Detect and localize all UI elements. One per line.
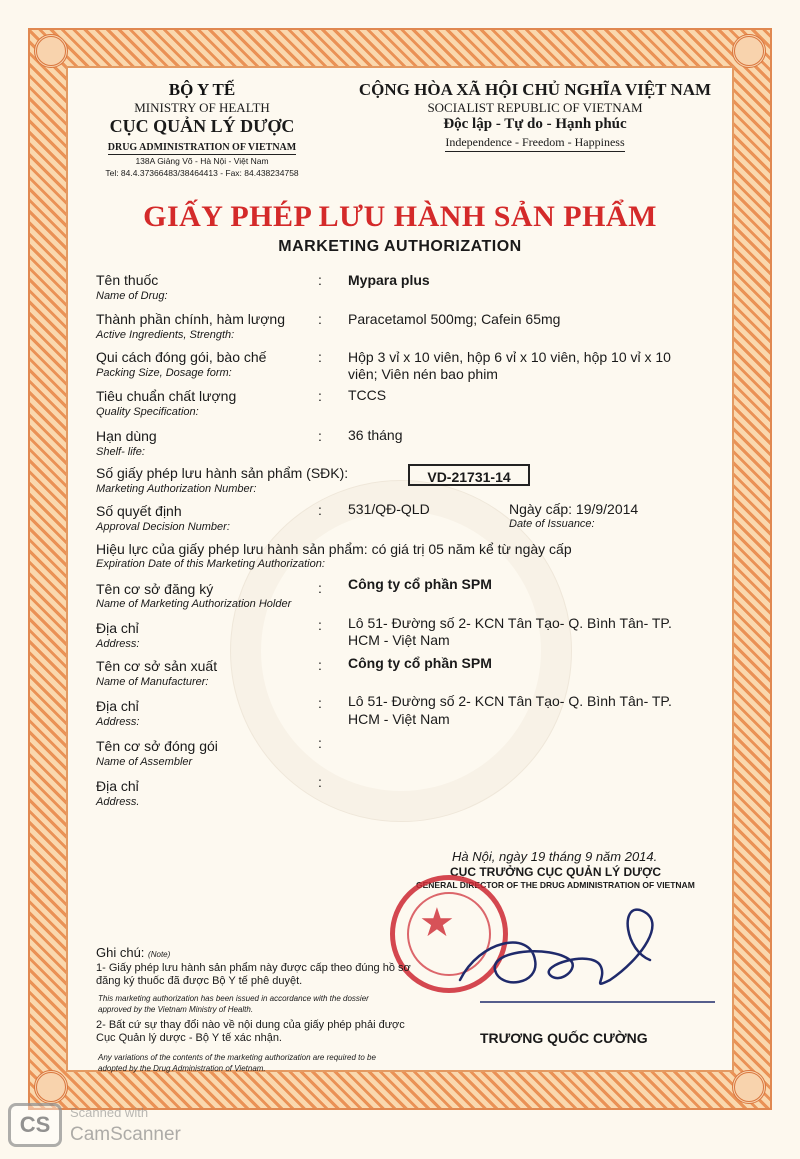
- shelf-life-label: Hạn dùng: [96, 428, 157, 444]
- packing-label: Qui cách đóng gói, bào chế: [96, 349, 267, 365]
- corner-ornament: [732, 34, 766, 68]
- ingredients-label: Thành phần chính, hàm lượng: [96, 311, 286, 327]
- colon: :: [318, 311, 322, 327]
- registration-number-box: VD-21731-14: [408, 464, 530, 486]
- note-2-en-line2: adopted by the Drug Administration of Vietnam.: [98, 1064, 266, 1073]
- note-1-line1: 1- Giấy phép lưu hành sản phẩm này được cấp theo đúng hồ sơ: [96, 962, 411, 974]
- colon: :: [318, 695, 322, 711]
- drug-name-label: Tên thuốc: [96, 272, 159, 288]
- quality-label: Tiêu chuẩn chất lượng: [96, 388, 237, 404]
- colon: :: [318, 774, 322, 790]
- note-2-line1: 2- Bất cứ sự thay đổi nào về nội dung của giấy phép phải được: [96, 1019, 405, 1031]
- motto-en: Independence - Freedom - Happiness: [445, 135, 624, 152]
- packing-sublabel: Packing Size, Dosage form:: [96, 367, 232, 379]
- assembler-address-label: Địa chỉ: [96, 778, 139, 794]
- expiration-label: Hiệu lực của giấy phép lưu hành sản phẩm: có giá trị 05 năm kể từ ngày cấp: [96, 541, 572, 557]
- shelf-life-value: 36 tháng: [348, 427, 403, 443]
- republic-vn: CỘNG HÒA XÃ HỘI CHỦ NGHĨA VIỆT NAM: [358, 80, 712, 99]
- document-title-en: MARKETING AUTHORIZATION: [278, 238, 522, 255]
- quality-sublabel: Quality Specification:: [96, 406, 199, 418]
- holder-sublabel: Name of Marketing Authorization Holder: [96, 598, 292, 610]
- note-1-en-line1: This marketing authorization has been issued in accordance with the dossier: [98, 994, 369, 1003]
- camscanner-logo: CS: [8, 1103, 62, 1147]
- signing-date: Hà Nội, ngày 19 tháng 9 năm 2014.: [452, 849, 658, 864]
- assembler-sublabel: Name of Assembler: [96, 756, 193, 768]
- agency-en: DRUG ADMINISTRATION OF VIETNAM: [107, 142, 297, 153]
- colon: :: [318, 388, 322, 404]
- signer-title-en: GENERAL DIRECTOR OF THE DRUG ADMINISTRATION OF VIETNAM: [416, 880, 695, 890]
- quality-value: TCCS: [348, 387, 387, 403]
- decision-sublabel: Approval Decision Number:: [96, 521, 230, 533]
- manufacturer-address-label: Địa chỉ: [96, 698, 139, 714]
- manufacturer-address-line2: HCM - Việt Nam: [348, 711, 450, 727]
- colon: :: [318, 428, 322, 444]
- signer-name: TRƯƠNG QUỐC CƯỜNG: [480, 1030, 648, 1046]
- corner-ornament: [34, 1070, 68, 1104]
- expiration-sublabel: Expiration Date of this Marketing Authorization:: [96, 558, 325, 570]
- decision-label: Số quyết định: [96, 503, 182, 519]
- manufacturer-label: Tên cơ sở sản xuất: [96, 658, 218, 674]
- packing-value-line2: viên; Viên nén bao phim: [348, 366, 498, 382]
- registration-number-label: Số giấy phép lưu hành sản phẩm (SĐK):: [96, 465, 349, 481]
- colon: :: [318, 580, 322, 596]
- corner-ornament: [34, 34, 68, 68]
- drug-name-sublabel: Name of Drug:: [96, 290, 168, 302]
- issue-date: Ngày cấp: 19/9/2014: [509, 501, 639, 517]
- corner-ornament: [732, 1070, 766, 1104]
- colon: :: [318, 502, 322, 518]
- packing-value-line1: Hộp 3 vỉ x 10 viên, hộp 6 vỉ x 10 viên, hộp 10 vỉ x 10: [348, 349, 671, 365]
- assembler-label: Tên cơ sở đóng gói: [96, 738, 218, 754]
- motto-vn: Độc lập - Tự do - Hạnh phúc: [443, 116, 627, 132]
- note-2-line2: Cục Quản lý dược - Bộ Y tế xác nhận.: [96, 1032, 282, 1044]
- background-seal-watermark: [230, 480, 572, 822]
- colon: :: [318, 349, 322, 365]
- holder-label: Tên cơ sở đăng ký: [96, 581, 214, 597]
- registration-number-sublabel: Marketing Authorization Number:: [96, 483, 257, 495]
- colon: :: [318, 735, 322, 751]
- colon: :: [318, 617, 322, 633]
- holder-address-label: Địa chỉ: [96, 620, 139, 636]
- drug-name-value: Mypara plus: [348, 272, 430, 288]
- colon: :: [318, 657, 322, 673]
- manufacturer-address-line1: Lô 51- Đường số 2- KCN Tân Tạo- Q. Bình Tân- TP.: [348, 693, 672, 709]
- manufacturer-value: Công ty cổ phần SPM: [348, 655, 492, 671]
- agency-phone: Tel: 84.4.37366483/38464413 - Fax: 84.438234758: [105, 168, 299, 178]
- ingredients-sublabel: Active Ingredients, Strength:: [96, 329, 235, 341]
- document-title-vn: GIẤY PHÉP LƯU HÀNH SẢN PHẨM: [143, 200, 657, 233]
- note-1-line2: đăng ký thuốc đã được Bộ Y tế phê duyệt.: [96, 975, 303, 987]
- agency-address: 138A Giảng Võ - Hà Nội - Việt Nam: [135, 156, 269, 166]
- agency-vn: CỤC QUẢN LÝ DƯỢC: [109, 116, 295, 136]
- holder-address-line2: HCM - Việt Nam: [348, 632, 450, 648]
- holder-value: Công ty cổ phần SPM: [348, 576, 492, 592]
- camscanner-line2: CamScanner: [70, 1124, 181, 1145]
- note-2-en-line1: Any variations of the contents of the marketing authorization are required to be: [98, 1053, 376, 1062]
- handwritten-signature: [440, 890, 720, 1010]
- note-1-en-line2: approved by the Vietnam Ministry of Health.: [98, 1005, 254, 1014]
- header-right: [345, 80, 725, 152]
- camscanner-line1: Scanned with: [70, 1105, 149, 1120]
- notes-heading: Ghi chú: (Note): [96, 945, 171, 960]
- issue-date-sublabel: Date of Issuance:: [509, 518, 595, 530]
- republic-en: SOCIALIST REPUBLIC OF VIETNAM: [427, 100, 643, 115]
- manufacturer-address-sublabel: Address:: [96, 716, 140, 728]
- holder-address-line1: Lô 51- Đường số 2- KCN Tân Tạo- Q. Bình Tân- TP.: [348, 615, 672, 631]
- manufacturer-sublabel: Name of Manufacturer:: [96, 676, 209, 688]
- star-icon: ★: [419, 901, 455, 945]
- header-left: [82, 80, 322, 155]
- holder-address-sublabel: Address:: [96, 638, 140, 650]
- assembler-address-sublabel: Address.: [96, 796, 140, 808]
- shelf-life-sublabel: Shelf- life:: [96, 446, 145, 458]
- colon: :: [318, 272, 322, 288]
- ministry-vn: BỘ Y TẾ: [168, 80, 236, 99]
- signer-title-vn: CỤC TRƯỞNG CỤC QUẢN LÝ DƯỢC: [450, 865, 662, 879]
- decision-value: 531/QĐ-QLD: [348, 501, 430, 517]
- ministry-en: MINISTRY OF HEALTH: [134, 100, 270, 115]
- ingredients-value: Paracetamol 500mg; Cafein 65mg: [348, 311, 561, 327]
